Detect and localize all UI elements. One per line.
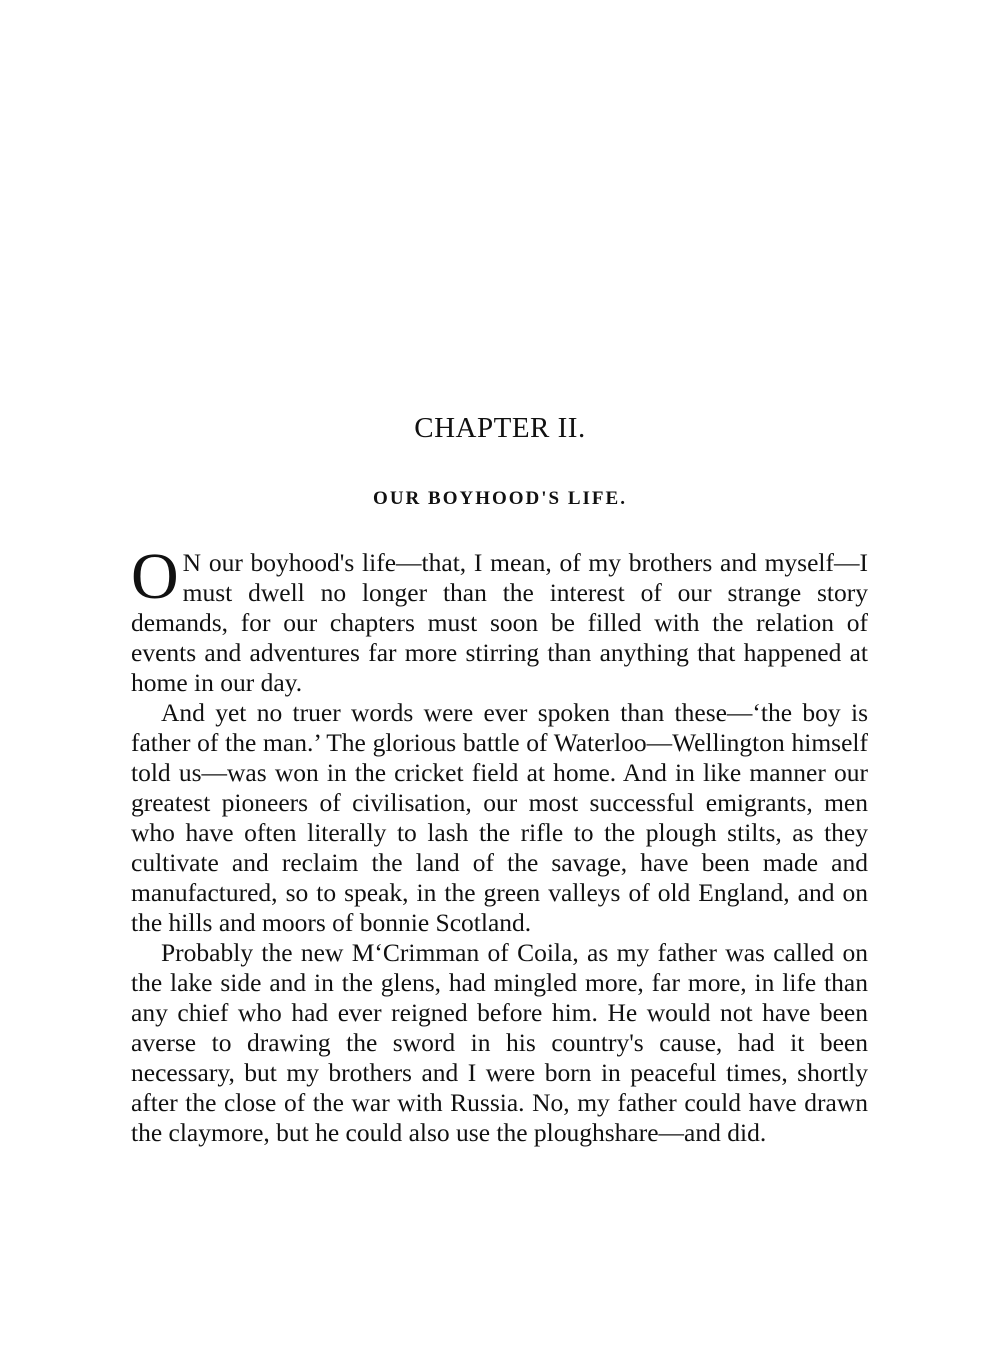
paragraph-1 [131, 540, 868, 698]
paragraph-2: And yet no truer words were ever spoken than these—‘the boy is father of the man.’ The glorious battle of Waterloo—Wellington himself told us—was won in the cricket field at home. And in like manner our greatest pioneers of civilisation, our most successful emigrants, men who have often literally to lash the rifle to the plough stilts, as they cultivate and reclaim the land of the savage, have been made and manufactured, so to speak, in the green valleys of old England, and on the hills and moors of bonnie Scotland. [131, 698, 868, 937]
paragraph-1-text: our boyhood's life—that, I mean, of my brothers and myself—I must dwell no longer than the interest of our strange story demands, for our chapters must soon be filled with the relation of events and adventures far more stirring than anything that happened at home in our day. [131, 548, 868, 697]
paragraph-3: Probably the new M‘Crimman of Coila, as my father was called on the lake side and in the glens, had mingled more, far more, in life than any chief who had ever reigned before him. He would not have been averse to drawing the sword in his country's cause, had it been necessary, but my brothers and I were born in peaceful times, shortly after the close of the war with Russia. No, my father could have drawn the claymore, but he could also use the ploughshare—and did. [131, 938, 868, 1147]
drop-cap: O [131, 540, 179, 613]
chapter-subtitle: OUR BOYHOOD'S LIFE. [373, 488, 627, 509]
chapter-body [131, 540, 868, 1148]
chapter-title: CHAPTER II. [414, 412, 586, 444]
lead-in: N [182, 548, 202, 577]
